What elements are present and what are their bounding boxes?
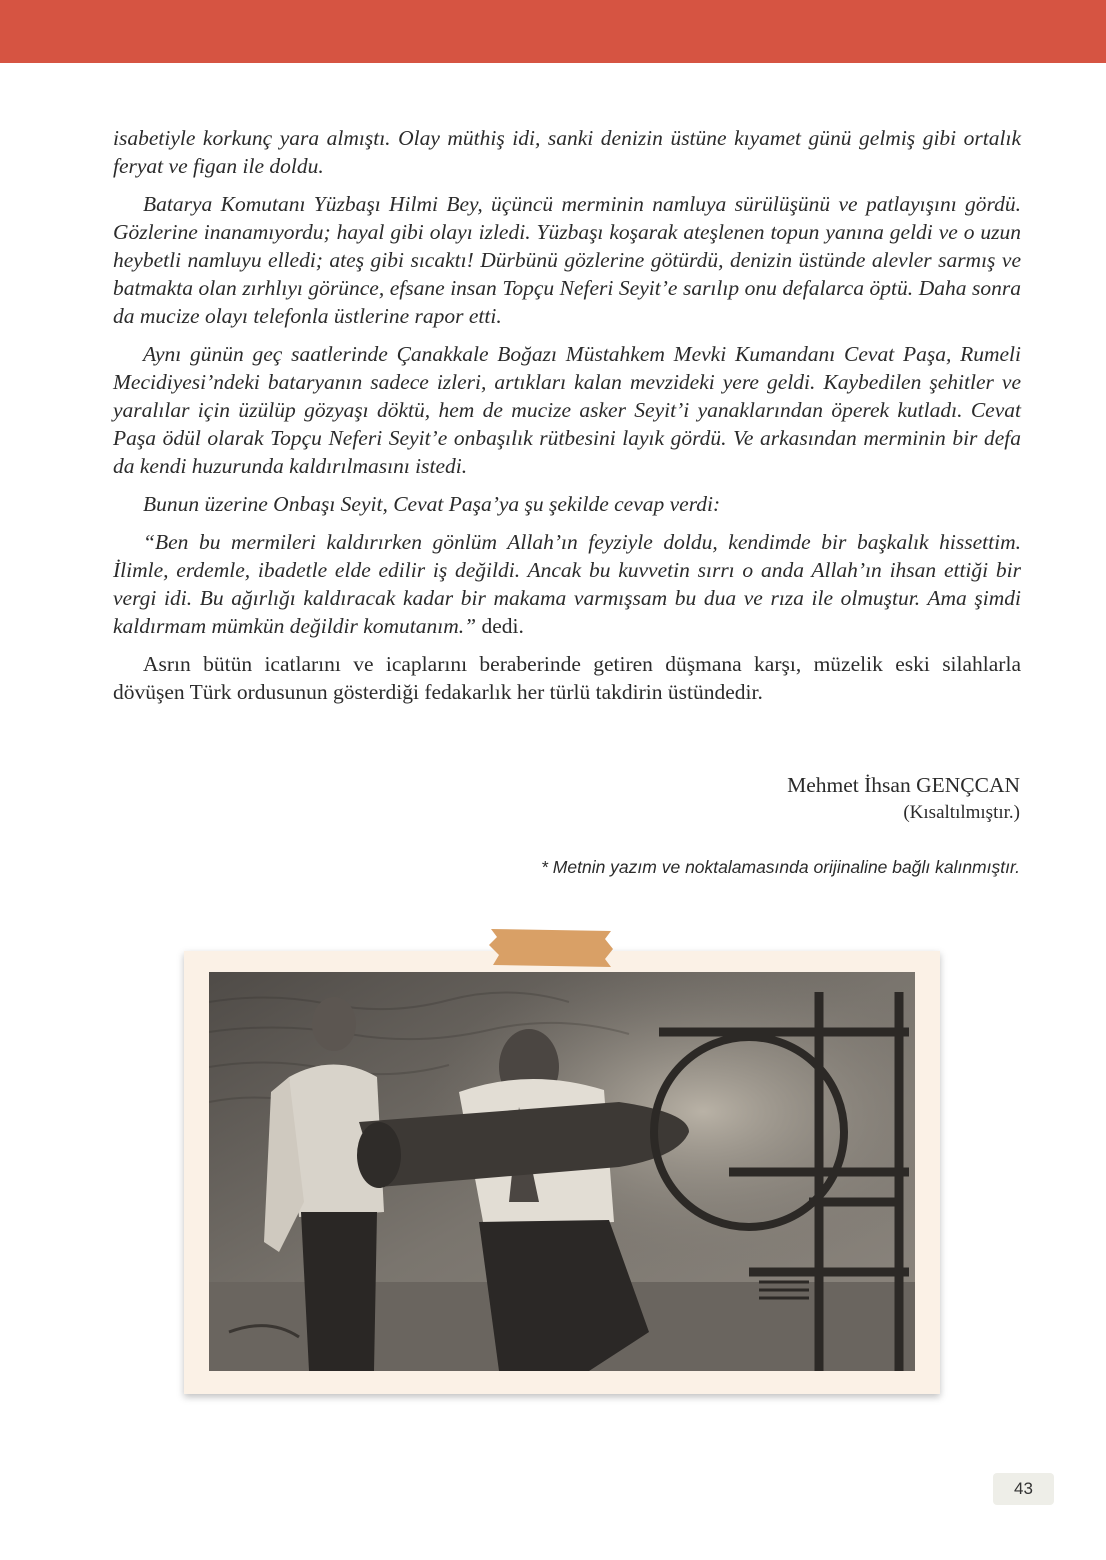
paragraph-6: Asrın bütün icatlarını ve icaplarını beraberinde getiren düşmana karşı, müzelik eski silahlarla dövüşen Türk ordusunun gösterdiği fedakarlık her türlü takdirin üstündedir. — [113, 652, 1021, 704]
quote-tail: dedi. — [476, 614, 524, 638]
header-band — [0, 0, 1106, 63]
page-number: 43 — [993, 1473, 1054, 1505]
paragraph-2: Batarya Komutanı Yüzbaşı Hilmi Bey, üçüncü merminin namluya sürülüşünü ve patlayışını gördü. Gözlerine inanamıyordu; hayal gibi olayı izledi. Yüzbaşı koşarak ateşlenen topun yanına geldi ve o uzun heybetli namluyu elledi; ateş gibi sıcaktı! Dürbünü gözlerine götürdü, denizin üstünde alevler sarmış ve batmakta olan zırhlıyı görünce, efsane insan Topçu Neferi Seyit’e sarılıp onu defalarca öptü. Daha sonra da mucize olayı telefonla üstlerine rapor etti. — [113, 192, 1021, 328]
footnote: * Metnin yazım ve noktalamasında orijinaline bağlı kalınmıştır. — [541, 857, 1020, 877]
paragraph-3: Aynı günün geç saatlerinde Çanakkale Boğazı Müstahkem Mevki Kumandanı Cevat Paşa, Rumeli Mecidiyesi’ndeki bataryanın sadece izleri, artıkları kalan mevzideki yere geldi. Kaybedilen şehitler ve yaralılar için üzülüp gözyaşı döktü, hem de mucize asker Seyit’i yanaklarından öperek kutladı. Cevat Paşa ödül olarak Topçu Neferi Seyit’e onbaşılık rütbesini layık gördü. Ve arkasından merminin bir defa da kendi huzurunda kaldırılmasını istedi. — [113, 342, 1021, 478]
tape-strip — [487, 925, 615, 971]
quote-text: “Ben bu mermileri kaldırırken gönlüm Allah’ın feyziyle doldu, kendimde bir başkalık hissettim. İlimle, erdemle, ibadetle elde edilir iş değildi. Ancak bu kuvvetin sırrı o anda Allah’ın ihsan ettiği bir vergi idi. Bu ağırlığı kaldıracak kadar bir makama varmışsam bu dua ve rıza ile olmuştur. Ama şimdi kaldırmam mümkün değildir komutanım.” — [113, 530, 1021, 638]
article-body — [113, 124, 1021, 716]
source-note: (Kısaltılmıştır.) — [903, 802, 1020, 823]
paragraph-5 — [113, 528, 1021, 640]
historical-photo — [209, 972, 915, 1371]
paragraph-1: isabetiyle korkunç yara almıştı. Olay müthiş idi, sanki denizin üstüne kıyamet günü gelmiş gibi ortalık feryat ve figan ile doldu. — [113, 126, 1021, 178]
author-name: Mehmet İhsan GENÇCAN — [787, 773, 1020, 797]
paragraph-4: Bunun üzerine Onbaşı Seyit, Cevat Paşa’ya şu şekilde cevap verdi: — [143, 492, 721, 516]
